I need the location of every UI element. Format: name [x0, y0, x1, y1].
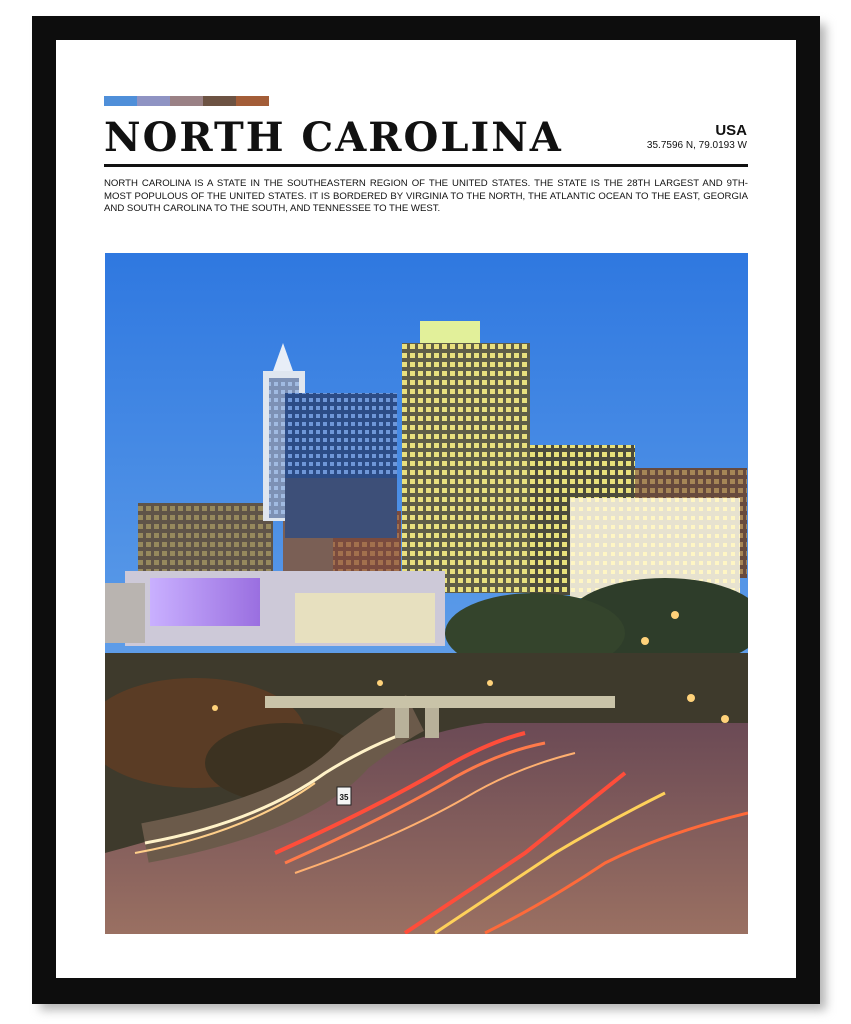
palette-swatch [137, 96, 170, 106]
palette-swatch [104, 96, 137, 106]
highway-sign-label: 35 [339, 793, 349, 802]
palette-swatch [203, 96, 236, 106]
poster-title: NORTH CAROLINA [104, 114, 563, 161]
country-label: USA [715, 122, 747, 139]
title-divider [104, 164, 748, 167]
city-skyline-photo [105, 253, 748, 934]
poster-description: NORTH CAROLINA IS A STATE IN THE SOUTHEASTERN REGION OF THE UNITED STATES. THE STATE IS THE 28TH LARGEST AND 9TH-MOST POPULOUS OF THE UNITED STATES. IT IS BORDERED BY VIRGINIA TO THE NORTH, THE ATLANTIC OCEAN TO THE EAST, GEORGIA AND SOUTH CAROLINA TO THE SOUTH, AND TENNESSEE TO THE WEST. [104, 178, 748, 215]
palette-swatch [236, 96, 269, 106]
palette-swatch [170, 96, 203, 106]
color-palette [104, 96, 269, 106]
coordinates-label: 35.7596 N, 79.0193 W [646, 140, 747, 151]
